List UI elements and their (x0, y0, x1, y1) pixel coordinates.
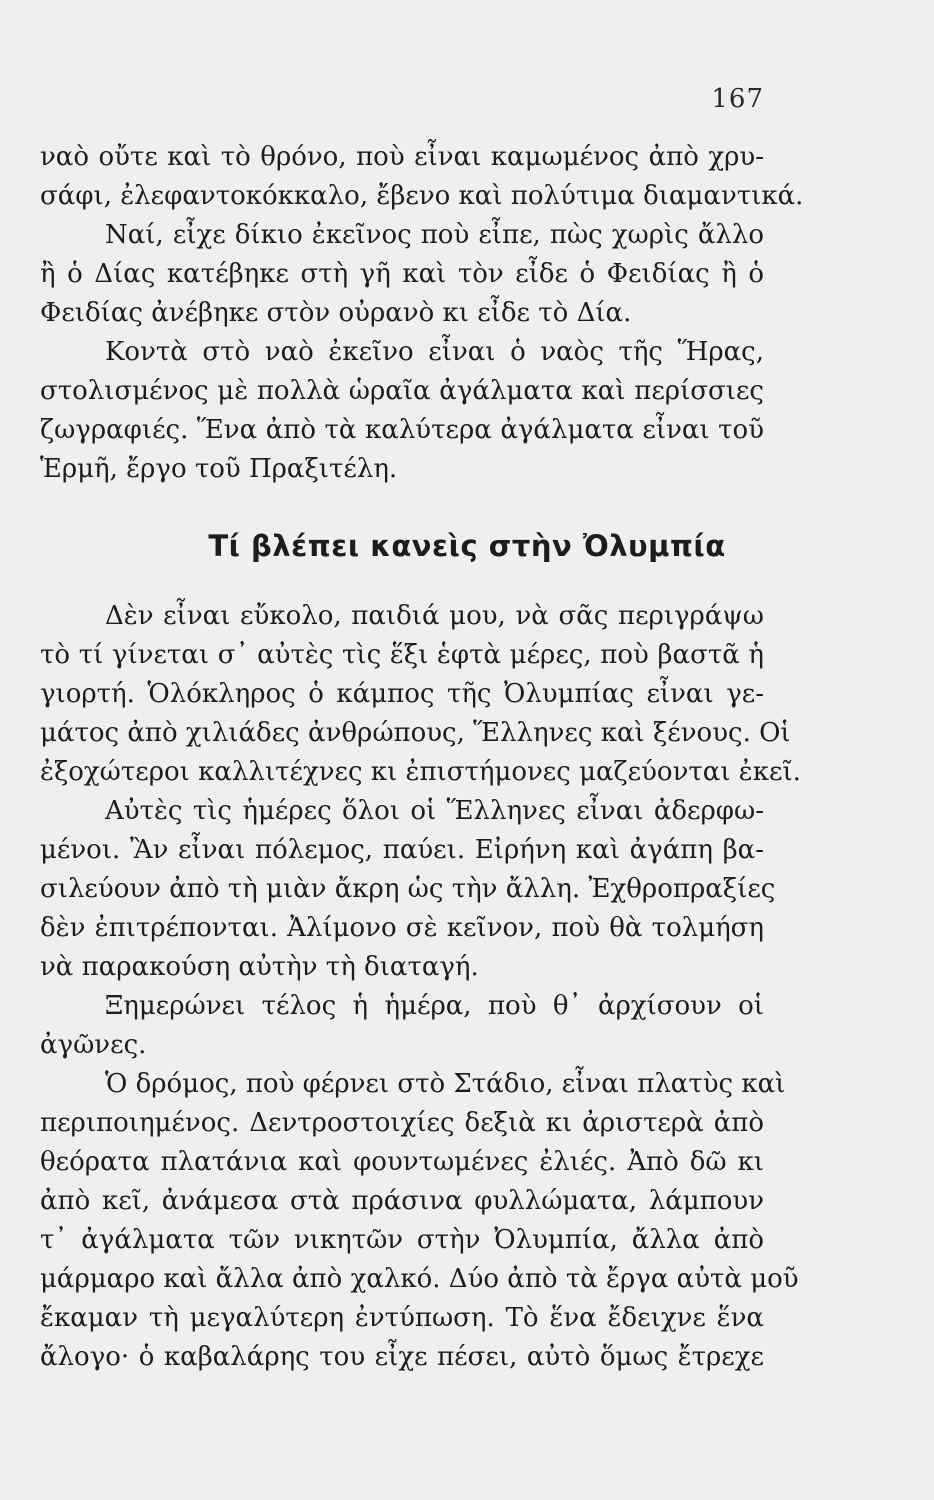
text-line: θεόρατα πλατάνια καὶ φουντωμένες ἐλιές. Ἀπὸ δῶ κι (40, 1147, 764, 1177)
text-line: γιορτή. Ὁλόκληρος ὁ κάμπος τῆς Ὀλυμπίας εἶναι γε- (40, 679, 764, 709)
text-line: μάτος ἀπὸ χιλιάδες ἀνθρώπους, Ἕλληνες καὶ ξένους. Οἱ (40, 718, 791, 748)
text-line: σιλεύουν ἀπὸ τὴ μιὰν ἄκρη ὡς τὴν ἄλλη. Ἐχθροπραξίες (40, 874, 776, 904)
section-heading: Τί βλέπει κανεὶς στὴν Ὀλυμπία (208, 529, 726, 563)
text-line: τ᾿ ἀγάλματα τῶν νικητῶν στὴν Ὀλυμπία, ἄλλα ἀπὸ (40, 1225, 764, 1255)
text-line: Αὐτὲς τὶς ἡμέρες ὅλοι οἱ Ἕλληνες εἶναι ἀδερφω- (105, 796, 764, 826)
text-line: ἔκαμαν τὴ μεγαλύτερη ἐντύπωση. Τὸ ἕνα ἔδειχνε ἕνα (40, 1303, 764, 1333)
text-line: τὸ τί γίνεται σ᾿ αὐτὲς τὶς ἕξι ἑφτὰ μέρες, ποὺ βαστᾶ ἡ (40, 640, 764, 670)
text-line: ζωγραφιές. Ἕνα ἀπὸ τὰ καλύτερα ἀγάλματα εἶναι τοῦ (40, 415, 764, 445)
text-line: Ναί, εἶχε δίκιο ἐκεῖνος ποὺ εἶπε, πὼς χωρὶς ἄλλο (105, 220, 764, 250)
text-line: δὲν ἐπιτρέπονται. Ἀλίμονο σὲ κεῖνον, ποὺ θὰ τολμήση (40, 913, 764, 943)
text-line: ναὸ οὔτε καὶ τὸ θρόνο, ποὺ εἶναι καμωμένος ἀπὸ χρυ- (40, 142, 764, 172)
text-line: Ἑρμῆ, ἔργο τοῦ Πραξιτέλη. (40, 454, 398, 484)
text-line: σάφι, ἐλεφαντοκόκκαλο, ἔβενο καὶ πολύτιμα διαμαντικά. (40, 181, 804, 211)
page-number: 167 (711, 84, 764, 114)
text-line: μάρμαρο καὶ ἄλλα ἀπὸ χαλκό. Δύο ἀπὸ τὰ ἔργα αὐτὰ μοῦ (40, 1264, 799, 1294)
text-line: ἀγῶνες. (40, 1030, 147, 1060)
text-line: Κοντὰ στὸ ναὸ ἐκεῖνο εἶναι ὁ ναὸς τῆς Ἥρας, (105, 337, 764, 367)
text-line: ἀπὸ κεῖ, ἀνάμεσα στὰ πράσινα φυλλώματα, λάμπουν (40, 1186, 764, 1216)
text-line: νὰ παρακούση αὐτὴν τὴ διαταγή. (40, 952, 479, 982)
text-line: μένοι. Ἂν εἶναι πόλεμος, παύει. Εἰρήνη καὶ ἀγάπη βα- (40, 835, 764, 865)
text-line: ἄλογο· ὁ καβαλάρης του εἶχε πέσει, αὐτὸ ὅμως ἔτρεχε (40, 1342, 764, 1372)
text-line: Δὲν εἶναι εὔκολο, παιδιά μου, νὰ σᾶς περιγράψω (105, 601, 764, 631)
text-line: ἐξοχώτεροι καλλιτέχνες κι ἐπιστήμονες μαζεύονται ἐκεῖ. (40, 757, 801, 787)
text-line: Ὁ δρόμος, ποὺ φέρνει στὸ Στάδιο, εἶναι πλατὺς καὶ (105, 1069, 786, 1099)
text-line: περιποιημένος. Δεντροστοιχίες δεξιὰ κι ἀριστερὰ ἀπὸ (40, 1108, 764, 1138)
text-line: ἢ ὁ Δίας κατέβηκε στὴ γῆ καὶ τὸν εἶδε ὁ Φειδίας ἢ ὁ (40, 259, 764, 289)
text-line: Φειδίας ἀνέβηκε στὸν οὐρανὸ κι εἶδε τὸ Δία. (40, 298, 632, 328)
text-line: στολισμένος μὲ πολλὰ ὡραῖα ἀγάλματα καὶ περίσσιες (40, 376, 764, 406)
text-line: Ξημερώνει τέλος ἡ ἡμέρα, ποὺ θ᾿ ἀρχίσουν οἱ (105, 991, 764, 1021)
